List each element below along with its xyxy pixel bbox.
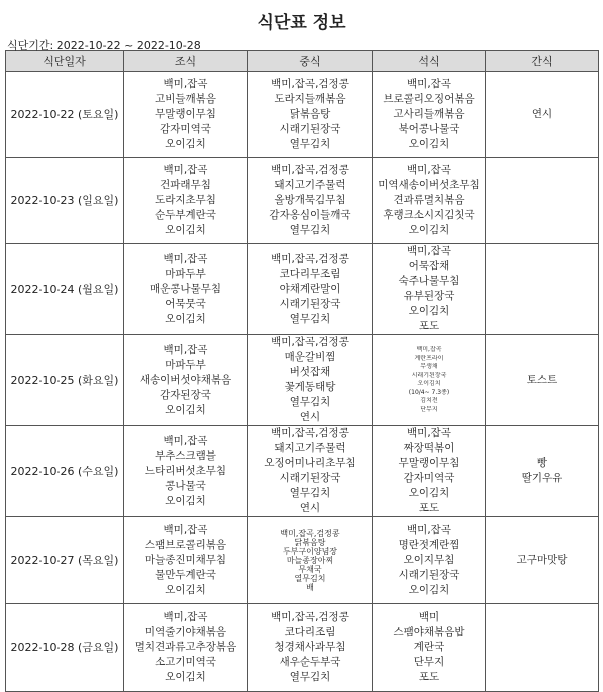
header-lunch: 중식	[248, 51, 373, 72]
menu-item: 연시	[299, 411, 321, 423]
header-dinner: 석식	[373, 51, 486, 72]
table-row	[6, 72, 599, 158]
menu-item: 백미,잡곡,검정콩	[271, 164, 349, 176]
menu-item: 유부된장국	[403, 290, 455, 302]
menu-item: 열무김치	[289, 396, 331, 408]
dinner-cell	[373, 244, 486, 335]
menu-item: 코다리조림	[284, 626, 336, 638]
menu-item: 버섯잡채	[289, 366, 331, 378]
breakfast-cell	[124, 158, 248, 244]
menu-item: 오이지무침	[403, 553, 455, 566]
menu-item: 연시	[531, 108, 553, 120]
menu-item: 마늘종진미채무침	[144, 553, 227, 566]
lunch-cell	[248, 244, 373, 335]
dinner-cell	[373, 517, 486, 604]
menu-item: 마파두부	[165, 358, 206, 371]
menu-item: 콩나물국	[165, 479, 206, 492]
header-row	[6, 51, 599, 72]
menu-item: 올방개묵김무침	[274, 194, 346, 206]
menu-item: 오이김치	[165, 494, 206, 507]
menu-table-body	[6, 72, 599, 692]
menu-item: 미역줄기야채볶음	[144, 626, 227, 638]
menu-item: 느타리버섯초무침	[144, 464, 227, 477]
menu-item: 백미,잡곡	[163, 611, 208, 623]
table-row	[6, 335, 599, 426]
menu-item: 백미	[418, 611, 440, 623]
menu-item: 오이김치	[165, 312, 206, 325]
menu-item: 도라지초무침	[155, 194, 216, 206]
menu-item: 고비들깨볶음	[155, 93, 216, 105]
menu-item: 오이김치	[417, 380, 441, 387]
menu-item: 돼지고기주물럭	[274, 179, 346, 191]
menu-item: 백미,잡곡	[163, 343, 208, 356]
menu-item: 무생채	[420, 363, 438, 370]
menu-item: 열무김치	[289, 312, 331, 325]
menu-item: 백미,잡곡,검정콩	[280, 528, 340, 538]
menu-item: 돼지고기주물럭	[274, 442, 346, 454]
menu-item: 코다리무조림	[279, 267, 341, 280]
menu-item: 백미,잡곡,검정콩	[271, 427, 349, 439]
menu-item: 열무김치	[289, 224, 331, 236]
lunch-cell	[248, 158, 373, 244]
lunch-cell	[248, 72, 373, 158]
menu-item: 백미,잡곡	[416, 346, 442, 353]
menu-item: 백미,잡곡	[407, 523, 451, 536]
menu-item: 시래기된장국	[279, 123, 341, 135]
menu-item: 오이김치	[165, 138, 206, 150]
menu-item: 계란프라이	[414, 354, 444, 362]
menu-item: 멸치견과류고추장볶음	[134, 641, 237, 653]
menu-item: 열무김치	[289, 671, 331, 683]
lunch-cell	[248, 426, 373, 517]
menu-item: 시래기된장국	[279, 472, 341, 484]
menu-item: 단무지	[420, 405, 438, 413]
menu-item: 마파두부	[165, 267, 206, 280]
header-snack: 간식	[486, 51, 599, 72]
menu-item: 어묵뭇국	[165, 297, 206, 310]
menu-item: 감자미역국	[403, 472, 455, 484]
table-row	[6, 244, 599, 335]
menu-item: 건파래무침	[160, 179, 211, 191]
menu-item: 닭볶음탕	[289, 108, 331, 120]
menu-item: 오이김치	[165, 583, 206, 596]
menu-item: 미역새송이버섯초무침	[378, 179, 480, 191]
menu-item: 고사리들깨볶음	[393, 108, 465, 120]
breakfast-cell	[124, 517, 248, 604]
table-row	[6, 604, 599, 692]
menu-item: 시래기된장국	[279, 297, 341, 310]
menu-item: 매운콩나물무침	[149, 282, 221, 295]
menu-item: 연시	[299, 502, 321, 514]
menu-item: 명란젓계란찜	[398, 538, 460, 551]
menu-item: 짜장떡볶이	[403, 442, 455, 454]
snack-cell	[486, 158, 599, 244]
menu-item: 소고기미역국	[155, 656, 216, 668]
menu-item: 시래기된장국	[411, 371, 447, 379]
menu-item: 오이김치	[408, 224, 450, 236]
menu-item: 백미,잡곡	[407, 164, 451, 176]
menu-item: 백미,잡곡	[407, 245, 451, 257]
menu-item: 감자된장국	[160, 388, 211, 401]
menu-item: 백미,잡곡	[163, 78, 208, 90]
menu-item: 포도	[418, 320, 440, 332]
table-row	[6, 426, 599, 517]
menu-item: 백미,잡곡	[163, 164, 208, 176]
breakfast-cell	[124, 335, 248, 426]
menu-item: 새송이버섯야채볶음	[139, 373, 232, 386]
menu-item: 백미,잡곡,검정콩	[271, 336, 349, 348]
menu-item: 백미,잡곡	[407, 78, 451, 90]
menu-item: 견과류멸치볶음	[393, 194, 465, 206]
menu-item: 순두부계란국	[155, 209, 216, 221]
snack-cell	[486, 426, 599, 517]
date-cell: 2022-10-25 (화요일)	[6, 335, 124, 426]
snack-cell	[486, 335, 599, 426]
header-breakfast: 조식	[124, 51, 248, 72]
menu-item: 마늘종장아찌	[286, 555, 334, 565]
snack-cell	[486, 72, 599, 158]
menu-item: 오이김치	[408, 487, 450, 499]
dinner-cell	[373, 72, 486, 158]
menu-item: 무채국	[298, 564, 322, 574]
menu-item: 열무김치	[294, 573, 326, 583]
date-cell: 2022-10-26 (수요일)	[6, 426, 124, 517]
menu-item: 고구마맛탕	[516, 553, 568, 566]
menu-item: 감자옹심이들깨국	[269, 209, 351, 221]
menu-item: 청경채사과무침	[274, 641, 346, 653]
menu-item: 오이김치	[408, 305, 450, 317]
menu-item: 열무김치	[289, 487, 331, 499]
breakfast-cell	[124, 244, 248, 335]
menu-item: 물만두계란국	[155, 568, 216, 581]
menu-item: 부추스크램블	[155, 449, 216, 462]
menu-item: 브로콜리오징어볶음	[383, 93, 475, 105]
menu-item: 배	[306, 582, 314, 592]
date-cell: 2022-10-23 (일요일)	[6, 158, 124, 244]
menu-item: 시래기된장국	[398, 568, 460, 581]
menu-item: 매운갈비찜	[284, 351, 336, 363]
menu-item: 오이김치	[165, 224, 206, 236]
breakfast-cell	[124, 72, 248, 158]
menu-item: 백미,잡곡	[407, 427, 451, 439]
menu-item: 감자미역국	[160, 123, 211, 135]
date-cell: 2022-10-27 (목요일)	[6, 517, 124, 604]
dinner-cell	[373, 604, 486, 692]
menu-item: 닭볶음탕	[294, 537, 326, 547]
menu-item: 토스트	[526, 373, 558, 386]
menu-item: 오이김치	[165, 403, 206, 416]
date-cell: 2022-10-24 (월요일)	[6, 244, 124, 335]
menu-item: 단무지	[413, 656, 445, 668]
menu-item: 포도	[418, 671, 440, 683]
snack-cell	[486, 604, 599, 692]
menu-item: 스팸브로콜리볶음	[144, 538, 227, 551]
menu-item: 무말랭이무침	[398, 457, 460, 469]
menu-item: 야채계란말이	[279, 282, 341, 295]
header-date: 식단일자	[6, 51, 124, 72]
date-cell: 2022-10-28 (금요일)	[6, 604, 124, 692]
menu-item: 도라지들깨볶음	[274, 93, 346, 105]
menu-item: 어묵잡채	[408, 260, 450, 272]
snack-cell	[486, 244, 599, 335]
menu-item: 열무김치	[289, 138, 331, 150]
dinner-cell	[373, 158, 486, 244]
menu-period: 식단기간: 2022-10-22 ~ 2022-10-28	[7, 39, 201, 52]
menu-item: 오이김치	[408, 138, 450, 150]
menu-item: 딸기우유	[521, 472, 563, 484]
snack-cell	[486, 517, 599, 604]
menu-item: 백미,잡곡	[163, 434, 208, 447]
menu-item: 백미,잡곡,검정콩	[271, 252, 349, 265]
menu-item: 계란국	[413, 641, 445, 653]
menu-item: 백미,잡곡,검정콩	[271, 611, 349, 623]
lunch-cell	[248, 604, 373, 692]
menu-item: 새우순두부국	[279, 656, 341, 668]
menu-item: 오징어미나리초무침	[264, 457, 356, 469]
menu-item: (10/4~ 7.3종)	[408, 388, 450, 396]
table-row	[6, 517, 599, 604]
menu-item: 백미,잡곡	[163, 523, 208, 536]
dinner-cell	[373, 335, 486, 426]
menu-item: 꽃게동태탕	[284, 381, 336, 393]
menu-item: 빵	[536, 457, 548, 469]
menu-item: 무말랭이무침	[155, 108, 216, 120]
menu-item: 김치전	[420, 397, 438, 404]
breakfast-cell	[124, 604, 248, 692]
breakfast-cell	[124, 426, 248, 517]
lunch-cell	[248, 517, 373, 604]
menu-item: 오이김치	[165, 671, 206, 683]
menu-item: 오이김치	[408, 583, 450, 596]
menu-item: 두부구이양념장	[282, 546, 338, 556]
menu-item: 숙주나물무침	[398, 275, 460, 287]
menu-item: 포도	[418, 502, 440, 514]
dinner-cell	[373, 426, 486, 517]
page-title: 식단표 정보	[257, 13, 346, 33]
lunch-cell	[248, 335, 373, 426]
date-cell: 2022-10-22 (토요일)	[6, 72, 124, 158]
menu-item: 후랭크소시지김칫국	[383, 209, 475, 221]
menu-item: 스팸야채볶음밥	[393, 626, 465, 638]
menu-item: 백미,잡곡,검정콩	[271, 78, 349, 90]
menu-table	[5, 50, 599, 692]
menu-item: 백미,잡곡	[163, 252, 208, 265]
table-row	[6, 158, 599, 244]
menu-item: 북어콩나물국	[398, 123, 460, 135]
